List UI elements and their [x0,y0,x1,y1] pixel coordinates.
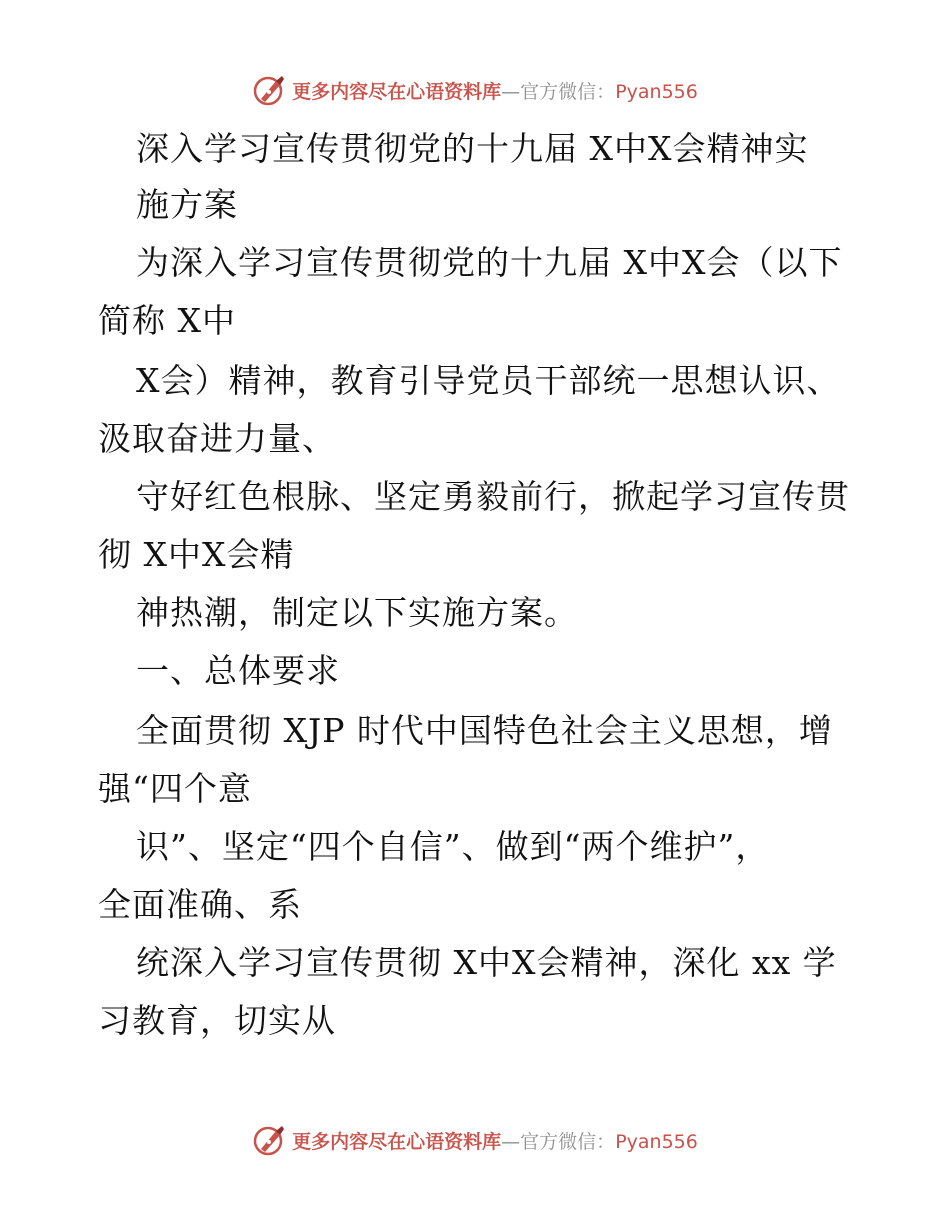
watermark-dash: — [501,1130,521,1153]
paragraph-line: 汲取奋进力量、 [98,419,336,458]
watermark-contact-label: 官方微信： [520,1130,616,1153]
paragraph-line: 强“四个意 [98,769,252,808]
title-line-1: 深入学习宣传贯彻党的十九届 X中X会精神实 [136,129,809,168]
section-heading: 一、总体要求 [136,651,340,690]
header-watermark [0,70,950,110]
paragraph-line: 彻 X中X会精 [98,535,295,574]
paragraph-line: 识”、坚定“四个自信”、做到“两个维护”， [136,827,770,866]
watermark-text [292,77,698,104]
title-line-2: 施方案 [136,185,238,224]
watermark-handle: Pyan556 [615,1130,698,1153]
paragraph-line: 习教育，切实从 [98,1001,336,1040]
paragraph-line: 统深入学习宣传贯彻 X中X会精神，深化 xx 学 [136,943,837,982]
footer-watermark [0,1120,950,1160]
pen-nib-seal-icon [252,1123,286,1157]
paragraph-line: 为深入学习宣传贯彻党的十九届 X中X会（以下 [136,243,843,282]
paragraph-line: 简称 X中 [98,301,236,340]
paragraph-line: 守好红色根脉、坚定勇毅前行，掀起学习宣传贯 [136,477,850,516]
watermark-contact-label: 官方微信： [520,80,616,103]
paragraph-line: 神热潮，制定以下实施方案。 [136,593,578,632]
watermark-handle: Pyan556 [615,80,698,103]
paragraph-line: 全面贯彻 XJP 时代中国特色社会主义思想，增 [136,711,833,750]
watermark-dash: — [501,80,521,103]
paragraph-line: 全面准确、系 [98,885,302,924]
paragraph-line: X会）精神，教育引导党员干部统一思想认识、 [136,361,841,400]
pen-nib-seal-icon [252,73,286,107]
watermark-text [292,1127,698,1154]
watermark-brand: 更多内容尽在心语资料库 [292,1130,502,1153]
watermark-brand: 更多内容尽在心语资料库 [292,80,502,103]
